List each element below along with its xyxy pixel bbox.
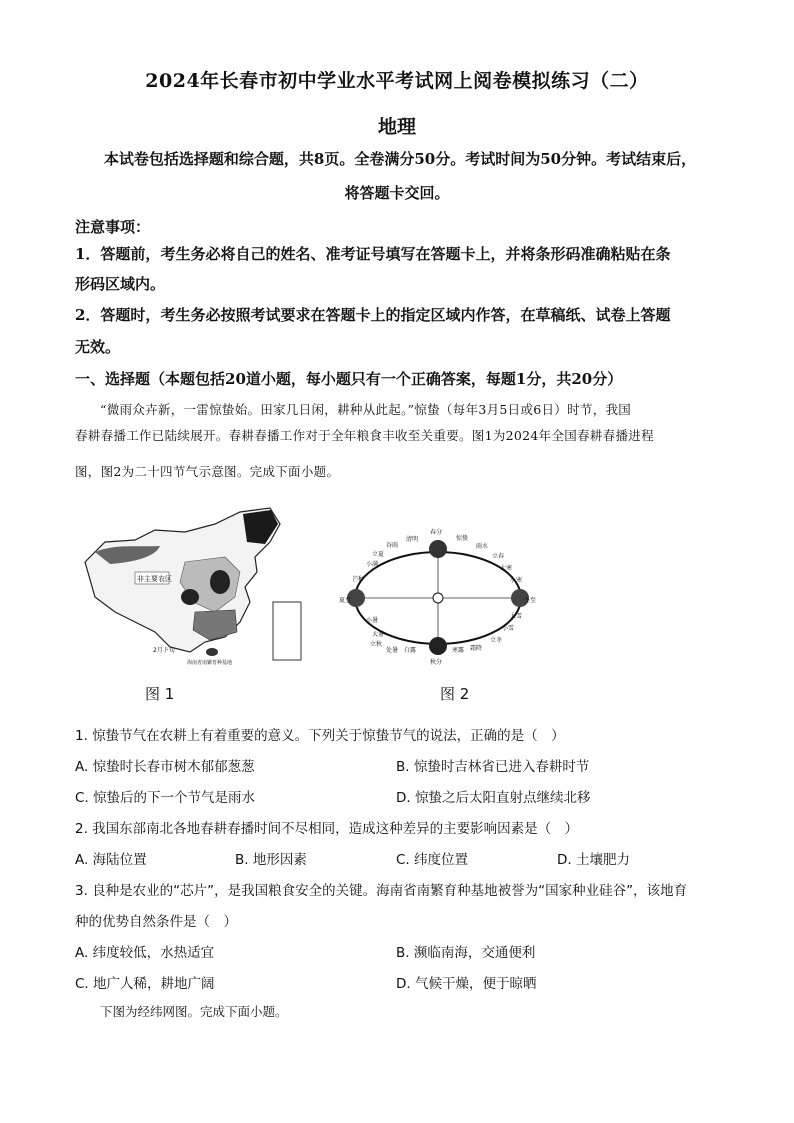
term-jingzhe: 惊蛰	[456, 535, 469, 542]
term-lidong: 立冬	[490, 637, 503, 644]
figure2-solar-terms-diagram	[338, 526, 538, 666]
noncrop-label: 非主要农区	[137, 575, 172, 583]
q2-option-b[interactable]: B. 地形因素	[235, 852, 307, 868]
earth-autumn	[429, 637, 447, 655]
term-dashu: 大暑	[372, 631, 385, 638]
q1-option-b[interactable]: B. 惊蛰时吉林省已进入春耕时节	[396, 759, 590, 775]
subject-title: 地理	[377, 116, 416, 138]
feb-label: 2月下旬	[153, 647, 175, 654]
note-2-line-2: 无效。	[75, 338, 121, 356]
passage-line-2: 春耕春播工作已陆续展开。春耕春播工作对于全年粮食丰收至关重要。图1为2024年全国春耕春播进程	[75, 428, 654, 443]
question-3-stem-line-2: 种的优势自然条件是（ ）	[75, 914, 237, 930]
intro-line-2: 将答题卡交回。	[344, 184, 450, 202]
page-title: 2024年长春市初中学业水平考试网上阅卷模拟练习（二）	[145, 70, 649, 92]
question-3-stem-line-1: 3. 良种是农业的“芯片”，是我国粮食安全的关键。海南省南繁育种基地被誉为“国家种业硅谷”，该地育	[75, 883, 688, 899]
term-shuangjiang: 霜降	[470, 645, 483, 652]
figure1-caption: 图 1	[145, 685, 175, 703]
north-china-dark	[210, 570, 230, 594]
q1-option-d[interactable]: D. 惊蛰之后太阳直射点继续北移	[396, 790, 591, 806]
term-chushu: 处暑	[386, 647, 399, 654]
term-xiaoman: 小满	[366, 561, 379, 568]
q3-option-d[interactable]: D. 气候干燥，便于晾晒	[396, 976, 537, 992]
term-yushui: 雨水	[476, 543, 489, 550]
sun-icon	[433, 593, 443, 603]
term-xiaoxue: 小雪	[502, 625, 515, 632]
question-2-stem: 2. 我国东部南北各地春耕春播时间不尽相同，造成这种差异的主要影响因素是（ ）	[75, 821, 579, 837]
term-winter: 冬至	[524, 597, 537, 604]
q1-option-a[interactable]: A. 惊蛰时长春市树木郁郁葱葱	[75, 759, 255, 775]
term-qingming: 清明	[406, 536, 419, 543]
term-hanlu: 寒露	[452, 647, 465, 654]
q1-option-c[interactable]: C. 惊蛰后的下一个节气是雨水	[75, 790, 256, 806]
term-lixia: 立夏	[372, 551, 385, 558]
earth-spring	[429, 540, 447, 558]
note-1-line-2: 形码区域内。	[75, 275, 166, 293]
base-label: 海南省南繁育种基地	[187, 660, 233, 666]
note-1-line-1: 1．答题前，考生务必将自己的姓名、准考证号填写在答题卡上，并将条形码准确粘贴在条	[75, 245, 671, 263]
q3-option-b[interactable]: B. 濒临南海，交通便利	[396, 945, 536, 961]
term-xiaoshu: 小暑	[366, 617, 379, 624]
term-daxue: 大雪	[510, 613, 523, 620]
term-liqiu: 立秋	[370, 641, 383, 648]
question-1-stem: 1. 惊蛰节气在农耕上有着重要的意义。下列关于惊蛰节气的说法，正确的是（ ）	[75, 728, 565, 744]
northeast-shade	[243, 510, 278, 544]
passage-line-3: 图，图2为二十四节气示意图。完成下面小题。	[75, 464, 340, 479]
trailer-text: 下图为经纬网图。完成下面小题。	[100, 1004, 288, 1019]
term-lichun: 立春	[492, 553, 505, 560]
figure2-caption: 图 2	[440, 685, 470, 703]
term-xiaohan: 小寒	[510, 577, 523, 584]
term-spring: 春分	[430, 529, 443, 536]
section-heading: 一、选择题（本题包括20道小题，每小题只有一个正确答案，每题1分，共20分）	[75, 370, 623, 388]
hainan-island	[206, 648, 218, 656]
term-guyu: 谷雨	[386, 542, 399, 549]
term-mangzhong: 芒种	[352, 576, 365, 583]
q2-option-d[interactable]: D. 土壤肥力	[557, 852, 630, 868]
intro-line-1: 本试卷包括选择题和综合题，共8页。全卷满分50分。考试时间为50分钟。考试结束后，	[103, 150, 697, 168]
figure1-china-map	[75, 502, 315, 672]
q3-option-c[interactable]: C. 地广人稀，耕地广阔	[75, 976, 215, 992]
south-china-sea-inset	[273, 602, 301, 660]
note-2-line-1: 2．答题时，考生务必按照考试要求在答题卡上的指定区域内作答，在草稿纸、试卷上答题	[75, 306, 671, 324]
term-summer: 夏至	[339, 597, 352, 604]
passage-line-1: “微雨众卉新，一雷惊蛰始。田家几日闲，耕种从此起。”惊蛰（每年3月5日或6日）时节，我国	[100, 402, 632, 417]
q3-option-a[interactable]: A. 纬度较低，水热适宜	[75, 945, 215, 961]
notes-heading: 注意事项：	[75, 218, 151, 236]
term-dahan: 大寒	[500, 565, 513, 572]
q2-option-c[interactable]: C. 纬度位置	[396, 852, 469, 868]
q2-option-a[interactable]: A. 海陆位置	[75, 852, 147, 868]
sichuan-dark	[181, 589, 199, 605]
term-autumn: 秋分	[430, 659, 443, 666]
term-bailu: 白露	[404, 647, 417, 654]
